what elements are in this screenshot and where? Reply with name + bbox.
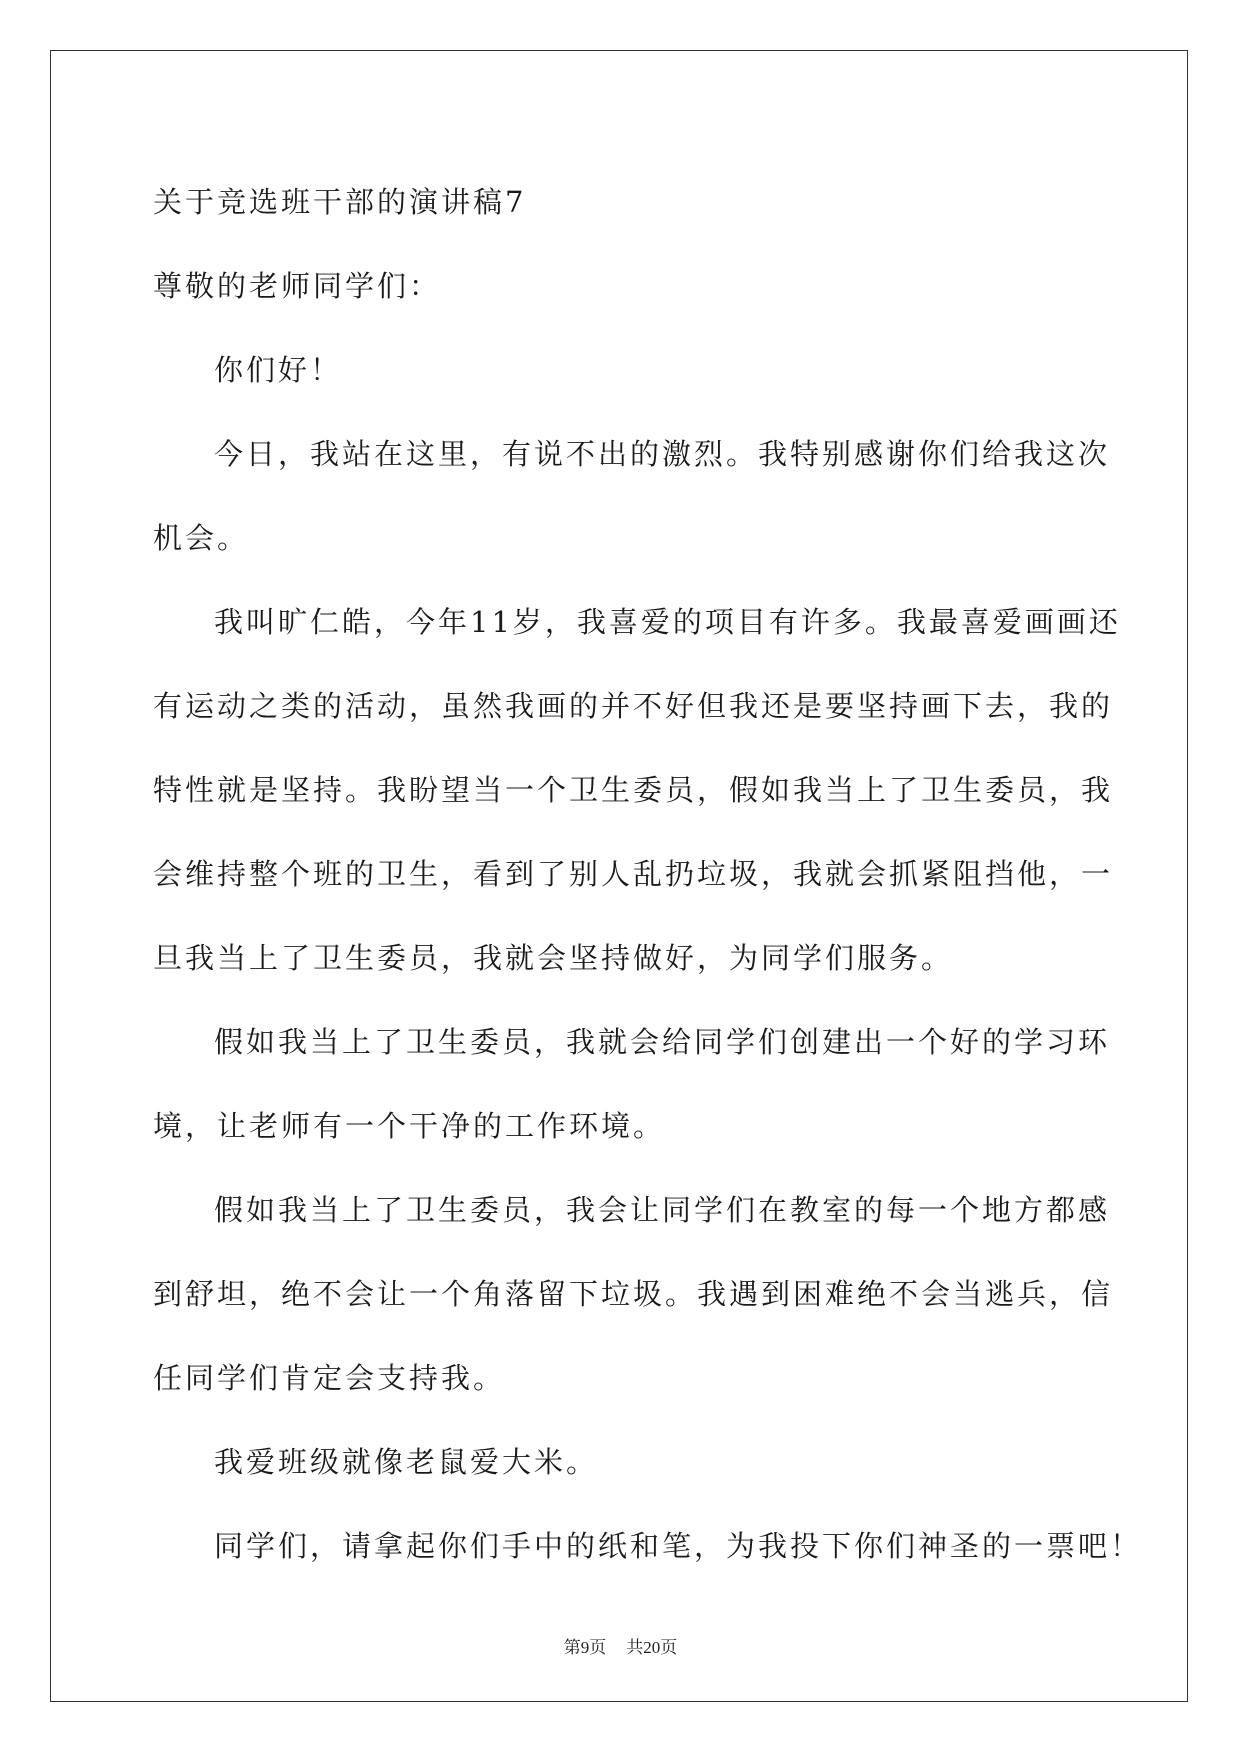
text-line: 假如我当上了卫生委员，我会让同学们在教室的每一个地方都感 xyxy=(214,1193,1111,1227)
text-line: 特性就是坚持。我盼望当一个卫生委员，假如我当上了卫生委员，我 xyxy=(153,773,1114,807)
text-line: 有运动之类的活动，虽然我画的并不好但我还是要坚持画下去，我的 xyxy=(153,689,1114,723)
text-line: 旦我当上了卫生委员，我就会坚持做好，为同学们服务。 xyxy=(153,941,954,975)
page-footer xyxy=(0,1633,1241,1658)
page-number: 第9页 xyxy=(563,1638,607,1657)
text-line: 你们好！ xyxy=(214,353,343,387)
text-line: 我爱班级就像老鼠爱大米。 xyxy=(214,1445,599,1479)
document-body xyxy=(153,160,1143,1588)
page-total: 共20页 xyxy=(626,1638,678,1657)
text-line: 会维持整个班的卫生，看到了别人乱扔垃圾，我就会抓紧阻挡他，一 xyxy=(153,857,1114,891)
document-title: 关于竞选班干部的演讲稿7 xyxy=(153,185,527,219)
text-line: 机会。 xyxy=(153,521,250,555)
text-line: 到舒坦，绝不会让一个角落留下垃圾。我遇到困难绝不会当逃兵，信 xyxy=(153,1277,1114,1311)
text-line: 我叫旷仁皓，今年11岁，我喜爱的项目有许多。我最喜爱画画还 xyxy=(214,605,1121,639)
text-line: 境，让老师有一个干净的工作环境。 xyxy=(153,1109,666,1143)
text-line: 任同学们肯定会支持我。 xyxy=(153,1361,506,1395)
text-line: 尊敬的老师同学们： xyxy=(153,269,442,303)
text-line: 今日，我站在这里，有说不出的激烈。我特别感谢你们给我这次 xyxy=(214,437,1111,471)
text-line: 同学们，请拿起你们手中的纸和笔，为我投下你们神圣的一票吧！ xyxy=(214,1529,1143,1563)
paragraph-lines xyxy=(153,244,1143,1588)
text-line: 假如我当上了卫生委员，我就会给同学们创建出一个好的学习环 xyxy=(214,1025,1111,1059)
